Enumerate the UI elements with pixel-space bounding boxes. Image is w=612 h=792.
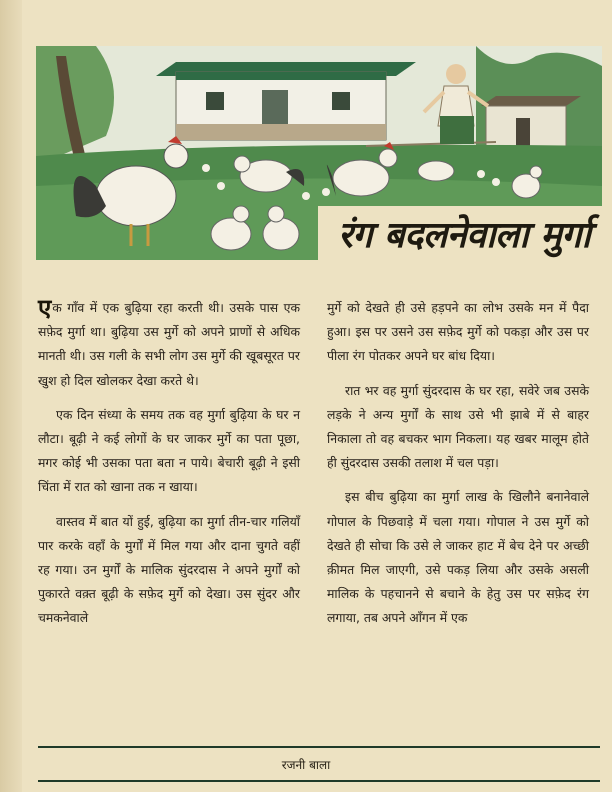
paragraph: मुर्गे को देखते ही उसे हड़पने का लोभ उसके मन में पैदा हुआ। इस पर उसने उस सफ़ेद मुर्गे को पकड़ा और उस पर पीला रंग पोतकर अपने घर बांध दिया।: [327, 300, 589, 364]
paragraph: [38, 293, 300, 393]
left-text-column: [38, 293, 300, 641]
story-title: रंग बदलनेवाला मुर्गा: [338, 214, 591, 256]
drop-cap: ए: [38, 293, 52, 322]
footer-divider: [38, 746, 600, 748]
page-binding-edge: [0, 0, 22, 792]
paragraph: वास्तव में बात यों हुई, बुढ़िया का मुर्गा तीन-चार गलियाँ पार करके वहाँ के मुर्गों में मिल गया और दाना चुगते वहीं रह गया। उन मुर्गों के मालिक सुंदरदास ने अपने मुर्गों को पुकारते वक़्त बूढ़ी के सफ़ेद मुर्गे को देखा। उस सुंदर और चमकनेवाले: [38, 513, 300, 626]
paragraph: इस बीच बुढ़िया का मुर्गा लाख के खिलौने बनानेवाले गोपाल के पिछवाड़े में चला गया। गोपाल ने उस मुर्गे को देखते ही सोचा कि उसे ले जाकर हाट में बेच देने पर अच्छी क़ीमत मिल जाएगी, उसे पकड़ लिया और उसके असली मालिक के पहचानने से बचाने के हेतु उस पर सफ़ेद रंग लगाया, तब अपने आँगन में एक: [327, 489, 589, 626]
paragraph-text: क गाँव में एक बुढ़िया रहा करती थी। उसके पास एक सफ़ेद मुर्गा था। बुढ़िया उस मुर्गे को अपने प्राणों से अधिक मानती थी। उस गली के सभी लोग उस मुर्गे की खूबसूरत पर खुश हो दिल खोलकर देखा करते थे।: [38, 300, 300, 388]
paragraph: रात भर वह मुर्गा सुंदरदास के घर रहा, सवेरे जब उसके लड़के ने अन्य मुर्गों के साथ उसे भी झाबे में से बाहर निकाला तो वह बचकर भाग निकला। यह खबर मालूम होते ही सुंदरदास उसकी तलाश में चल पड़ा।: [327, 382, 589, 471]
footer-magazine-name: रजनी बाला: [281, 758, 331, 772]
paragraph: एक दिन संध्या के समय तक वह मुर्गा बुढ़िया के घर न लौटा। बूढ़ी ने कई लोगों के घर जाकर मुर्गे का पता पूछा, मगर कोई भी उसका पता बता न पाये। बेचारी बूढ़ी ने इसी चिंता में रात को खाना तक न खाया।: [38, 406, 300, 495]
footer-divider-bottom: [38, 780, 600, 782]
right-text-column: [327, 296, 589, 641]
